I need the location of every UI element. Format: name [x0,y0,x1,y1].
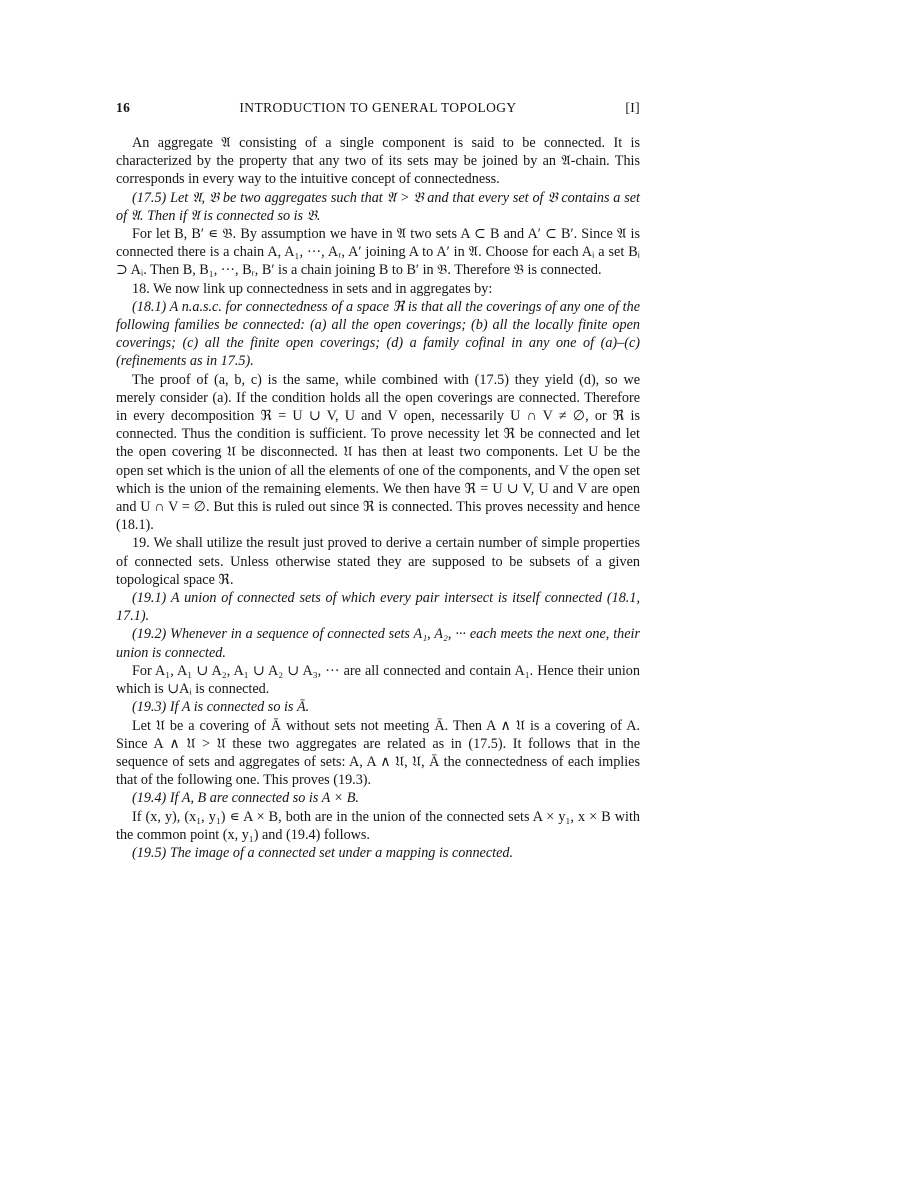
paragraph-p14: If (x, y), (x₁, y₁) ∊ A × B, both are in the union of the connected sets A × y₁, x × B with the common point (x, y₁) and (19.4) follows. [116,808,640,843]
paragraph-p12: Let 𝔘 be a covering of Ā without sets not meeting Ā. Then A ∧ 𝔘 is a covering of A. Since A ∧ 𝔘 > 𝔘 these two aggregates are related as in (17.5). It follows that in the sequence of sets and aggregates of sets: A, A ∧ 𝔘, 𝔘, Ā the connectedness of each implies that of the following one. This proves (19.3). [116,717,640,789]
paragraph-p4: 18. We now link up connectedness in sets and in aggregates by: [132,280,493,297]
paragraph-p3: For let B, B′ ∊ 𝔅. By assumption we have in 𝔄 two sets A ⊂ B and A′ ⊂ B′. Since 𝔄 is connected there is a chain A, A₁, ···, Aᵣ, A′ joining A to A′ in 𝔄. Choose for each Aᵢ a set Bᵢ ⊃ Aᵢ. Then B, B₁, ···, Bᵣ, B′ is a chain joining B to B′ in 𝔅. Therefore 𝔅 is connected. [116,226,640,279]
paragraph-p15: (19.5) The image of a connected set under a mapping is connected. [132,844,514,861]
running-title: INTRODUCTION TO GENERAL TOPOLOGY [239,100,517,115]
paragraph-p10: For A₁, A₁ ∪ A₂, A₁ ∪ A₂ ∪ A₃, ··· are all connected and contain A₁. Hence their union which is ∪Aᵢ is connected. [116,662,640,698]
paragraph-p13: (19.4) If A, B are connected so is A × B. [132,790,359,807]
section-marker: [I] [625,100,640,115]
paragraph-p8: (19.1) A union of connected sets of which every pair intersect is itself connected (18.1, 17.1). [116,590,640,625]
running-header [116,100,640,118]
paragraph-p7: 19. We shall utilize the result just proved to derive a certain number of simple properties of connected sets. Unless otherwise stated they are supposed to be subsets of a given topological space ℜ. [116,535,640,588]
paragraph-p5: (18.1) A n.a.s.c. for connectedness of a space ℜ is that all the coverings of any one of the following families be connected: (a) all the open coverings; (b) all the locally finite open coverings; (c) all the finite open coverings; (d) a family cofinal in any one of (a)–(c) (refinements as in 17.5). [116,298,640,370]
paragraph-p11: (19.3) If A is connected so is Ā. [132,699,310,716]
paragraph-p1: An aggregate 𝔄 consisting of a single component is said to be connected. It is characterized by the property that any two of its sets may be joined by an 𝔄-chain. This corresponds in every way to the intuitive concept of connectedness. [116,135,640,188]
paragraph-p2: (17.5) Let 𝔄, 𝔅 be two aggregates such that 𝔄 > 𝔅 and that every set of 𝔅 contains a set of 𝔄. Then if 𝔄 is connected so is 𝔅. [116,189,640,224]
page-number: 16 [116,100,131,115]
paragraph-p6: The proof of (a, b, c) is the same, while combined with (17.5) they yield (d), so we merely consider (a). If the condition holds all the open coverings are connected. Therefore in every decomposition ℜ = U ∪ V, U and V open, necessarily U ∩ V ≠ ∅, or ℜ is connected. Thus the condition is sufficient. To prove necessity let ℜ be connected and let the open covering 𝔘 be disconnected. 𝔘 has then at least two components. Let U be the open set which is the union of all the elements of one of the components, and V the open set which is the union of the remaining elements. We then have ℜ = U ∪ V, U and V are open and U ∩ V = ∅. But this is ruled out since ℜ is connected. This proves necessity and hence (18.1). [116,371,640,534]
page-body [116,134,640,862]
paragraph-p9: (19.2) Whenever in a sequence of connected sets A₁, A₂, ··· each meets the next one, their union is connected. [116,626,640,661]
